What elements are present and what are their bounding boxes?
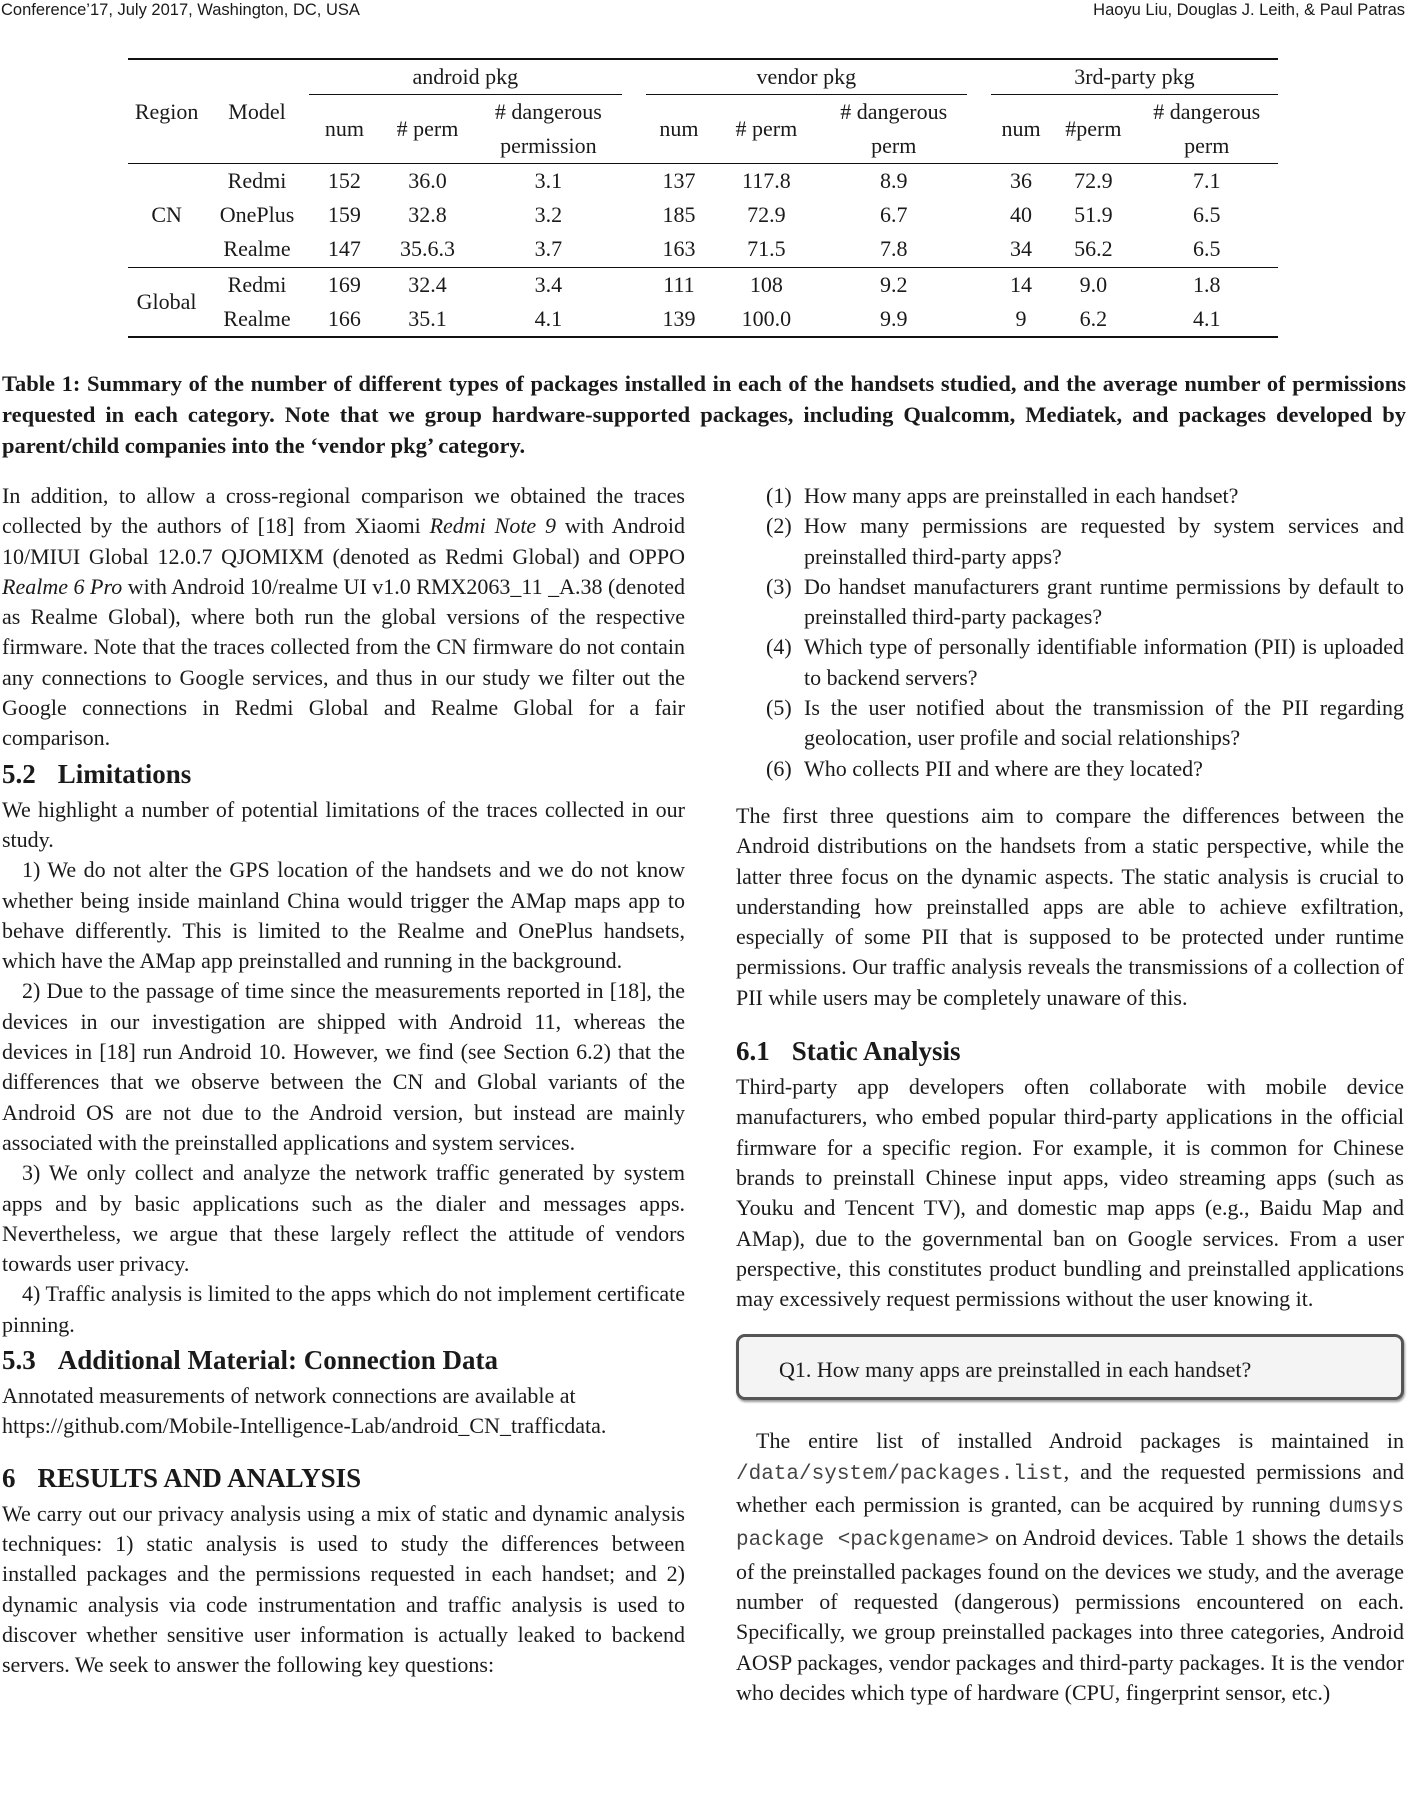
group-android: android pkg — [309, 59, 622, 95]
cell: 32.4 — [408, 271, 447, 297]
sub-perm: #perm — [1065, 116, 1122, 142]
cell: 100.0 — [741, 305, 792, 331]
intro-paragraph: In addition, to allow a cross-regional comparison we obtained the traces collected by the authors of [18] from Xiaomi Redmi Note 9 with Android 10/MIUI Global 12.0.7 QJOMIXM (denoted as Redmi Global) and OPPO Realme 6 Pro with Android 10/realme UI v1.0 RMX2063_11 _A.38 (denoted as Realme Global), where both run the global versions of the respective firmware. Note that the traces collected from the CN firmware do not contain any connections to Google services, and thus in our study we filter out the Google connections in Redmi Global and Realme Global for a fair comparison. — [2, 483, 686, 751]
list-item: (3) Do handset manufacturers grant runtime permissions by default to preinstalled third-party packages? — [766, 573, 1404, 630]
cell: 147 — [327, 236, 361, 262]
sub-num: num — [1001, 116, 1041, 142]
cell: 36 — [1010, 168, 1033, 194]
table-1 — [128, 58, 1278, 338]
cell: 137 — [662, 168, 696, 194]
results-paragraph: We carry out our privacy analysis using a mix of static and dynamic analysis techniques: 1) static analysis is used to study the differences between installed packages and the permissions requested in each handset; and 2) dynamic analysis via code instrumentation and traffic analysis is used to discover whether sensitive user information is actually leaked to backend servers. We seek to answer the following key questions: — [2, 1500, 685, 1678]
table-row — [128, 267, 1278, 302]
cell: 71.5 — [747, 236, 786, 262]
packages-paragraph: The entire list of installed Android packages is maintained in /data/system/packages.list, and the requested permissions and whether each permission is granted, can be acquired by running dumsys package <packgename> on Android devices. Table 1 shows the details of the preinstalled packages found on the devices we study, and the average number of requested (dangerous) permissions encountered on each. Specifically, we group preinstalled packages into three categories, Android AOSP packages, vendor packages and third-party packages. It is the vendor who decides which type of hardware (CPU, fingerprint sensor, etc.) — [736, 1428, 1404, 1705]
cell: 35.1 — [408, 305, 447, 331]
cell: 163 — [662, 236, 696, 262]
cell: 6.7 — [879, 202, 908, 228]
cell: 117.8 — [742, 168, 791, 194]
cell: 4.1 — [1192, 305, 1221, 331]
region-cell: Global — [128, 267, 205, 337]
running-head — [0, 0, 1409, 22]
region-cell: CN — [151, 202, 182, 228]
cell: 139 — [662, 305, 696, 331]
cell: 185 — [662, 202, 696, 228]
group-third: 3rd-party pkg — [991, 59, 1278, 95]
cell: 3.4 — [534, 271, 563, 297]
sub-perm: # perm — [396, 116, 459, 142]
list-item: (2) How many permissions are requested by system services and preinstalled third-party apps? — [766, 513, 1404, 569]
cell: 152 — [327, 168, 361, 194]
cell: 32.8 — [408, 202, 447, 228]
header-conference: Conference’17, July 2017, Washington, DC, USA — [1, 1, 360, 19]
cell: 14 — [1010, 271, 1033, 297]
section-heading-5-2: 5.2 Limitations — [2, 758, 192, 789]
cell: 166 — [327, 305, 361, 331]
limitation-4: 4) Traffic analysis is limited to the apps which do not implement certificate pinning. — [2, 1281, 685, 1337]
header-authors: Haoyu Liu, Douglas J. Leith, & Paul Patras — [1093, 1, 1405, 19]
list-item: (1) How many apps are preinstalled in each handset? — [766, 483, 1239, 508]
section-heading-5-3: 5.3 Additional Material: Connection Data — [2, 1345, 498, 1376]
cell: 6.5 — [1192, 236, 1221, 262]
question-box-text: Q1. How many apps are preinstalled in each handset? — [779, 1357, 1252, 1383]
cell: 3.1 — [534, 168, 563, 194]
model-cell: Redmi — [227, 271, 287, 297]
cell: 40 — [1010, 202, 1033, 228]
cell: 7.1 — [1192, 168, 1221, 194]
col-region: Region — [134, 98, 199, 124]
right-column — [736, 481, 1404, 1708]
repo-url[interactable]: https://github.com/Mobile-Intelligence-Lab/android_CN_trafficdata. — [2, 1413, 607, 1439]
cell: 9 — [1015, 305, 1027, 331]
cell: 72.9 — [747, 202, 786, 228]
cell: 4.1 — [534, 305, 563, 331]
model-cell: Realme — [223, 305, 291, 331]
sub-dangerous: # dangerous permission — [494, 99, 602, 159]
aims-paragraph: The first three questions aim to compare the differences between the Android distributions on the handsets from a static perspective, while the latter three focus on the dynamic aspects. The static analysis is crucial to understanding how preinstalled apps are able to achieve exfiltration, especially of some PII that is supposed to be protected under runtime permissions. Our traffic analysis reveals the transmissions of a collection of PII while users may be completely unaware of this. — [736, 802, 1404, 1010]
limitations-intro: We highlight a number of potential limitations of the traces collected in our study. — [2, 796, 685, 852]
limitation-2: 2) Due to the passage of time since the measurements reported in [18], the devices in our investigation are shipped with Android 11, whereas the devices in [18] run Android 10. However, we find (see Section 6.2) that the differences that we observe between the CN and Global variants of the Android OS are not due to the Android version, but instead are mainly associated with the preinstalled applications and system services. — [2, 978, 685, 1155]
cell: 36.0 — [408, 168, 447, 194]
static-analysis-paragraph: Third-party app developers often collaborate with mobile device manufacturers, who embed popular third-party applications in the official firmware for a specific region. For example, it is common for Chinese brands to preinstall Chinese input apps, video streaming apps (such as Youku and Tencent TV), and domestic map apps (e.g., Baidu Map and AMap), due to the governmental ban on Google services. From a user perspective, this constitutes product bundling and preinstalled applications may excessively request permissions without the user knowing it. — [736, 1074, 1404, 1312]
cell: 9.2 — [879, 271, 908, 297]
list-item: (5) Is the user notified about the transmission of the PII regarding geolocation, user profile and social relationships? — [766, 695, 1404, 751]
cell: 72.9 — [1074, 168, 1113, 194]
cell: 9.0 — [1079, 271, 1108, 297]
table-row — [128, 164, 1278, 199]
left-column — [2, 481, 685, 1680]
code-path: /data/system/packages.list — [736, 1462, 1064, 1486]
cell: 7.8 — [879, 236, 908, 262]
section-heading-6-1: 6.1 Static Analysis — [736, 1036, 961, 1067]
limitation-1: 1) We do not alter the GPS location of the handsets and we do not know whether being inside mainland China would trigger the AMap maps app to behave differently. This is limited to the Realme and OnePlus handsets, which have the AMap app preinstalled and running in the background. — [2, 857, 685, 974]
question-box-q1 — [736, 1334, 1404, 1400]
cell: 111 — [663, 271, 695, 297]
cell: 108 — [749, 271, 783, 297]
group-vendor: vendor pkg — [646, 59, 968, 95]
table-row — [128, 198, 1278, 232]
list-item: (4) Which type of personally identifiable information (PII) is uploaded to backend servers? — [766, 634, 1404, 690]
table-row — [128, 302, 1278, 337]
list-item: (6) Who collects PII and where are they located? — [766, 755, 1203, 781]
sub-dangerous: # dangerous perm — [840, 99, 948, 159]
section-heading-6: 6 RESULTS AND ANALYSIS — [2, 1462, 362, 1493]
model-cell: OnePlus — [219, 202, 295, 228]
cell: 169 — [327, 271, 361, 297]
summary-table — [128, 58, 1278, 338]
sub-num: num — [324, 116, 364, 142]
cell: 8.9 — [879, 168, 908, 194]
cell: 51.9 — [1074, 202, 1113, 228]
cell: 6.2 — [1079, 305, 1108, 331]
cell: 56.2 — [1074, 236, 1113, 262]
model-cell: Redmi — [227, 168, 287, 194]
code-command: dumsys package <packgename> — [736, 1496, 1404, 1553]
table-row — [128, 232, 1278, 267]
limitation-3: 3) We only collect and analyze the network traffic generated by system apps and by basic applications such as the dialer and messages apps. Nevertheless, we argue that these largely reflect the attitude of vendors towards user privacy. — [2, 1160, 685, 1277]
cell: 159 — [327, 202, 361, 228]
col-model: Model — [228, 98, 286, 124]
cell: 34 — [1010, 236, 1033, 262]
cell: 9.9 — [879, 305, 908, 331]
connection-data-paragraph: Annotated measurements of network connections are available at https://github.com/Mobile-Intelligence-Lab/android_CN_trafficdata. — [2, 1383, 607, 1439]
cell: 35.6.3 — [400, 236, 456, 262]
cell: 3.7 — [534, 236, 563, 262]
cell: 1.8 — [1192, 271, 1221, 297]
sub-dangerous: # dangerous perm — [1153, 99, 1261, 159]
sub-perm: # perm — [735, 116, 798, 142]
key-questions-list — [736, 481, 1404, 784]
table-header-row — [128, 59, 1278, 95]
model-cell: Realme — [223, 236, 291, 262]
table-caption: Table 1: Summary of the number of different types of packages installed in each of the handsets studied, and the average number of permissions requested in each category. Note that we group hardware-supported packages, including Qualcomm, Mediatek, and packages developed by parent/child companies into the ‘vendor pkg’ category. — [2, 371, 1406, 458]
cell: 6.5 — [1192, 202, 1221, 228]
cell: 3.2 — [534, 202, 563, 228]
sub-num: num — [659, 116, 699, 142]
